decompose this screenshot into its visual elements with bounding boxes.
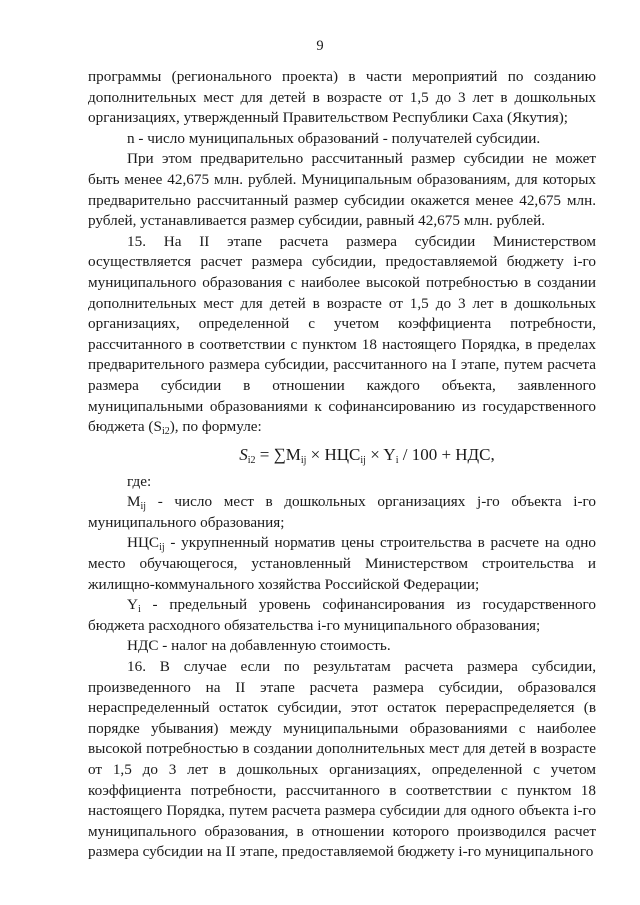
definition-m-sub: ij: [140, 501, 147, 513]
formula-times-ncs: × НЦС: [306, 444, 361, 464]
definition-m-text: - число мест в дошкольных организациях j-го объекта i-го муниципального образования;: [88, 493, 596, 531]
formula-lhs-sub: i2: [247, 454, 256, 466]
paragraph-continuation: программы (регионального проекта) в части мероприятий по созданию дополнительных мест для детей в возрасте от 1,5 до 3 лет в дошкольных организациях, утвержденный Правительством Республики Саха (Якутия);: [88, 68, 596, 127]
definition-m: [88, 492, 596, 533]
paragraph-minimum-subsidy: При этом предварительно рассчитанный размер субсидии не может быть менее 42,675 млн. рублей. Муниципальным образованиям, для которых предварительно рассчитанный размер субсидии окажется менее 42,675 млн. рублей, устанавливается размер субсидии, равный 42,675 млн. рублей.: [88, 150, 596, 230]
paragraph-n-definition: n - число муниципальных образований - получателей субсидии.: [127, 129, 541, 147]
paragraph-15-tail: ), по формуле:: [169, 418, 262, 436]
definition-m-symbol: M: [127, 493, 141, 511]
definition-ncs: [88, 533, 596, 595]
paragraph-15-subscript: i2: [161, 426, 170, 438]
formula-times-y: × Y: [365, 444, 396, 464]
definition-y-sub: i: [137, 604, 141, 616]
definition-ncs-sub: ij: [159, 542, 165, 554]
definition-nds-symbol: НДС: [127, 637, 159, 655]
formula-ncs-sub: ij: [360, 454, 366, 466]
paragraph-15: [88, 232, 596, 438]
definition-nds: [88, 636, 596, 657]
formula-tail: / 100 + НДС,: [398, 444, 495, 464]
where-label: где:: [127, 472, 152, 490]
formula-lhs: S: [239, 444, 248, 464]
definition-y-text: - предельный уровень софинансирования из государственного бюджета расходного обязательства i-го муниципального образования;: [88, 596, 596, 634]
definition-y: [88, 595, 596, 636]
definition-nds-text: - налог на добавленную стоимость.: [158, 637, 391, 655]
formula-eq-sum: = ∑M: [255, 444, 301, 464]
formula-y-sub: i: [395, 454, 399, 466]
document-body: [88, 67, 596, 863]
definition-ncs-symbol: НЦС: [127, 534, 160, 552]
paragraph-16: 16. В случае если по результатам расчета размера субсидии, произведенного на II этапе расчета размера субсидии, образовался нераспределенный остаток субсидии, этот остаток перераспределяется (в порядке убывания) между муниципальными образованиями с наиболее высокой потребностью в создании дополнительных мест для детей в возрасте от 1,5 до 3 лет в дошкольных организациях, определенной с учетом коэффициента потребности, рассчитанного в соответствии с пунктом 18 настоящего Порядка, путем расчета размера субсидии для одного объекта i-го муниципального образования, в отношении которого производился расчет размера субсидии на II этапе, предоставляемой бюджету i-го муниципального: [88, 658, 596, 861]
subsidy-formula: [138, 444, 596, 466]
definition-ncs-text: - укрупненный норматив цены строительства в расчете на одно место обучающегося, установленный Министерством строительства и жилищно-коммунального хозяйства Российской Федерации;: [88, 534, 596, 593]
paragraph-15-text: 15. На II этапе расчета размера субсидии Министерством осуществляется расчет размера субсидии, предоставляемой бюджету i-го муниципального образования с наиболее высокой потребностью в создании дополнительных мест для детей в возрасте от 1,5 до 3 лет в дошкольных организациях, определенной с учетом коэффициента потребности, рассчитанного в соответствии с пунктом 18 настоящего Порядка, в пределах предварительного размера субсидии, рассчитанного на I этапе, путем расчета размера субсидии в отношении каждого объекта, заявленного муниципальными образованиями к софинансированию из государственного бюджета (S: [88, 232, 596, 436]
page-number: 9: [316, 38, 324, 54]
formula-m-sub: ij: [300, 454, 307, 466]
definition-y-symbol: Y: [127, 596, 138, 614]
